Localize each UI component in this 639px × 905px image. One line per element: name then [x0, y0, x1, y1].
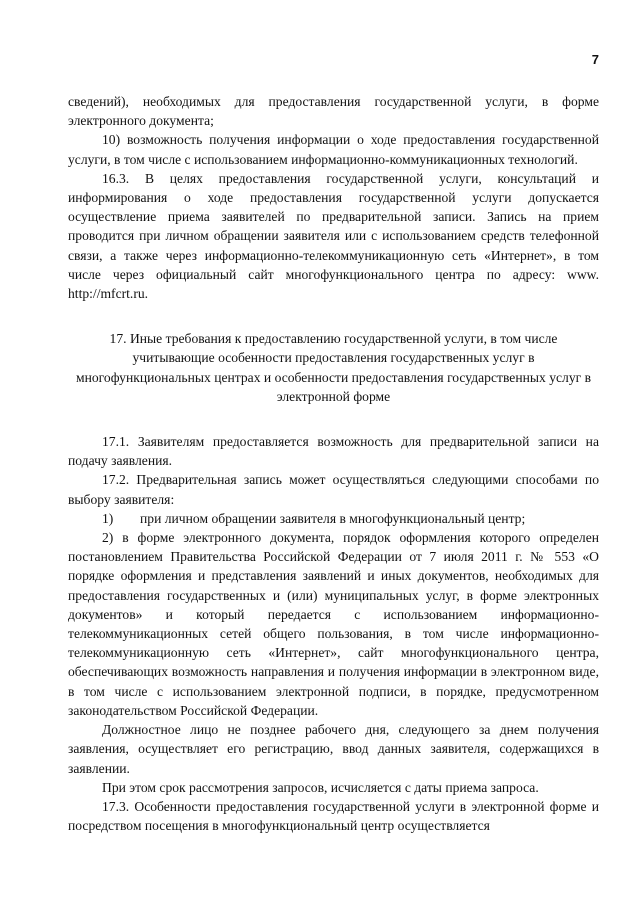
paragraph-17-2: 17.2. Предварительная запись может осуществляться следующими способами по выбору заявителя: — [68, 472, 599, 507]
paragraph-official: Должностное лицо не позднее рабочего дня, следующего за днем получения заявления, осуществляет его регистрацию, ввод данных заявителя, содержащихся в заявлении. — [68, 722, 599, 776]
list-item-1-number: 1) — [102, 510, 114, 526]
paragraph-17-3: 17.3. Особенности предоставления государственной услуги в электронной форме и посредством посещения в многофункциональный центр осуществляется — [68, 798, 599, 834]
list-item-1 — [68, 509, 599, 528]
document-body — [68, 92, 599, 835]
paragraph-continuation: сведений), необходимых для предоставления государственной услуги, в форме электронного документа; — [68, 94, 599, 129]
paragraph-deadline: При этом срок рассмотрения запросов, исчисляется с даты приема запроса. — [102, 779, 539, 795]
paragraph-16-3: 16.3. В целях предоставления государственной услуги, консультаций и информирования о ходе предоставления государственной услуги допускается осуществление приема заявителей по предварительной записи. Запись на прием проводится при личном обращении заявителя или с использованием средств телефонной связи, а также через информационно-телекоммуникационную сеть «Интернет», в том числе через официальный сайт многофункционального центра по адресу: www. http://mfcrt.ru. — [68, 170, 599, 302]
paragraph-item-10: 10) возможность получения информации о ходе предоставления государственной услуги, в том числе с использованием информационно-коммуникационных технологий. — [68, 132, 599, 167]
page-number: 7 — [591, 52, 599, 67]
paragraph-17-1: 17.1. Заявителям предоставляется возможность для предварительной записи на подачу заявления. — [68, 434, 599, 469]
list-item-2: 2) в форме электронного документа, порядок оформления которого определен постановлением Правительства Российской Федерации от 7 июля 2011 г. № 553 «О порядке оформления и представления заявлений и иных документов, необходимых для предоставления государственных и (или) муниципальных услуг, в форме электронных документов» и который передается с использованием информационно-телекоммуникационных сетей общего пользования, в том числе информационно-телекоммуникационную сеть «Интернет», сайт многофункционального центра, обеспечивающих возможность направления и получения информации в электронном виде, в том числе с использованием электронной подписи, в порядке, предусмотренном законодательством Российской Федерации. — [68, 530, 599, 718]
section-17-heading: 17. Иные требования к предоставлению государственной услуги, в том числе учитывающие особенности предоставления государственных услуг в многофункциональных центрах и особенности предоставления государственных услуг в электронной форме — [75, 331, 592, 404]
list-item-1-text: при личном обращении заявителя в многофункциональный центр; — [140, 510, 526, 526]
